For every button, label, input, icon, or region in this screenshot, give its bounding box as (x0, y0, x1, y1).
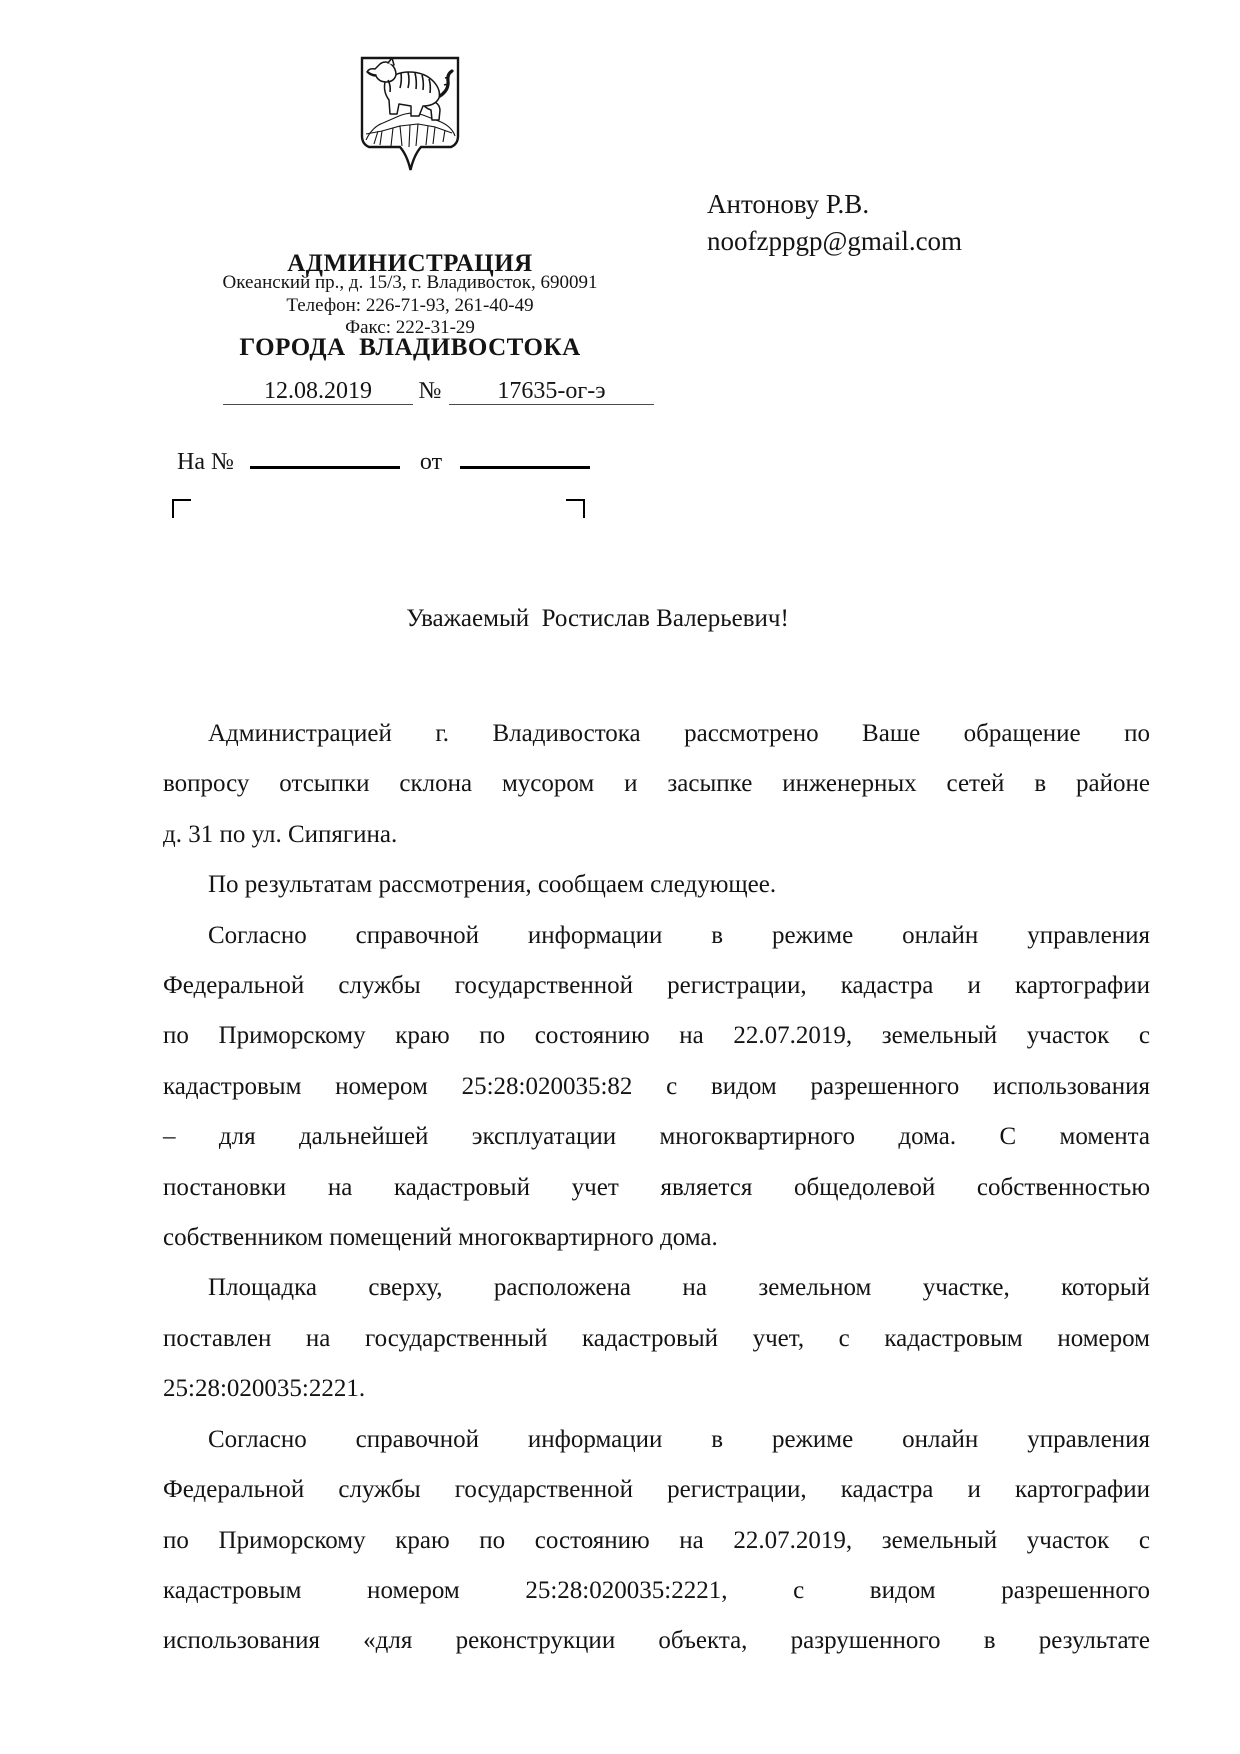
reply-from-label: от (419, 449, 443, 475)
vladivostok-coat-of-arms-tiger-icon (355, 54, 465, 186)
organization-contacts (140, 272, 680, 340)
body-line: По результатам рассмотрения, сообщаем следующее. (208, 871, 777, 899)
body-line: использования «для реконструкции объекта, разрушенного в результате (163, 1627, 1150, 1655)
org-name-line2: ГОРОДА ВЛАДИВОСТОКА (239, 334, 581, 361)
body-line: поставлен на государственный кадастровый учет, с кадастровым номером (163, 1324, 1150, 1352)
org-phone: Телефон: 226-71-93, 261-40-49 (286, 294, 534, 316)
body-line: Площадка сверху, расположена на земельном участке, который (208, 1274, 1150, 1302)
body-line: кадастровым номером 25:28:020035:82 с видом разрешенного использования (163, 1072, 1150, 1100)
outgoing-reference-row (163, 378, 654, 405)
reply-date-blank (460, 442, 590, 469)
outgoing-number: 17635-ог-э (449, 378, 654, 405)
body-line: кадастровым номером 25:28:020035:2221, с видом разрешенного (163, 1576, 1150, 1604)
body-line: по Приморскому краю по состоянию на 22.07.2019, земельный участок с (163, 1526, 1150, 1554)
greeting-line: Уважаемый Ростислав Валерьевич! (406, 605, 789, 632)
body-line: Администрацией г. Владивостока рассмотрено Ваше обращение по (208, 720, 1150, 747)
address-corner-mark-left (172, 499, 191, 518)
body-line: д. 31 по ул. Сипягина. (163, 820, 398, 848)
outgoing-date: 12.08.2019 (223, 378, 413, 405)
reply-number-blank (250, 442, 400, 469)
body-line: Согласно справочной информации в режиме онлайн управления (208, 921, 1150, 949)
body-line: – для дальнейшей эксплуатации многоквартирного дома. С момента (163, 1123, 1150, 1151)
body-line: Федеральной службы государственной регистрации, кадастра и картографии (163, 972, 1150, 1000)
org-fax: Факс: 222-31-29 (345, 317, 475, 338)
body-line: Согласно справочной информации в режиме онлайн управления (208, 1425, 1150, 1453)
body-line: по Приморскому краю по состоянию на 22.07.2019, земельный участок с (163, 1022, 1150, 1050)
reply-reference-row (163, 442, 590, 475)
recipient-block (707, 186, 962, 260)
recipient-email: noofzppgp@gmail.com (707, 226, 963, 256)
body-line: постановки на кадастровый учет является общедолевой собственностью (163, 1173, 1150, 1201)
body-line: собственником помещений многоквартирного дома. (163, 1224, 718, 1252)
reply-number-label: На № (177, 449, 234, 475)
org-name-line1: АДМИНИСТРАЦИЯ (287, 250, 533, 277)
org-address: Океанский пр., д. 15/3, г. Владивосток, 690091 (222, 272, 598, 293)
body-line: Федеральной службы государственной регистрации, кадастра и картографии (163, 1476, 1150, 1504)
letter-body (163, 709, 1150, 1667)
body-line: 25:28:020035:2221. (163, 1375, 366, 1403)
number-sign: № (418, 378, 442, 404)
recipient-name: Антонову Р.В. (707, 189, 870, 219)
address-corner-mark-right (566, 499, 585, 518)
body-line: вопросу отсыпки склона мусором и засыпке инженерных сетей в районе (163, 770, 1150, 798)
